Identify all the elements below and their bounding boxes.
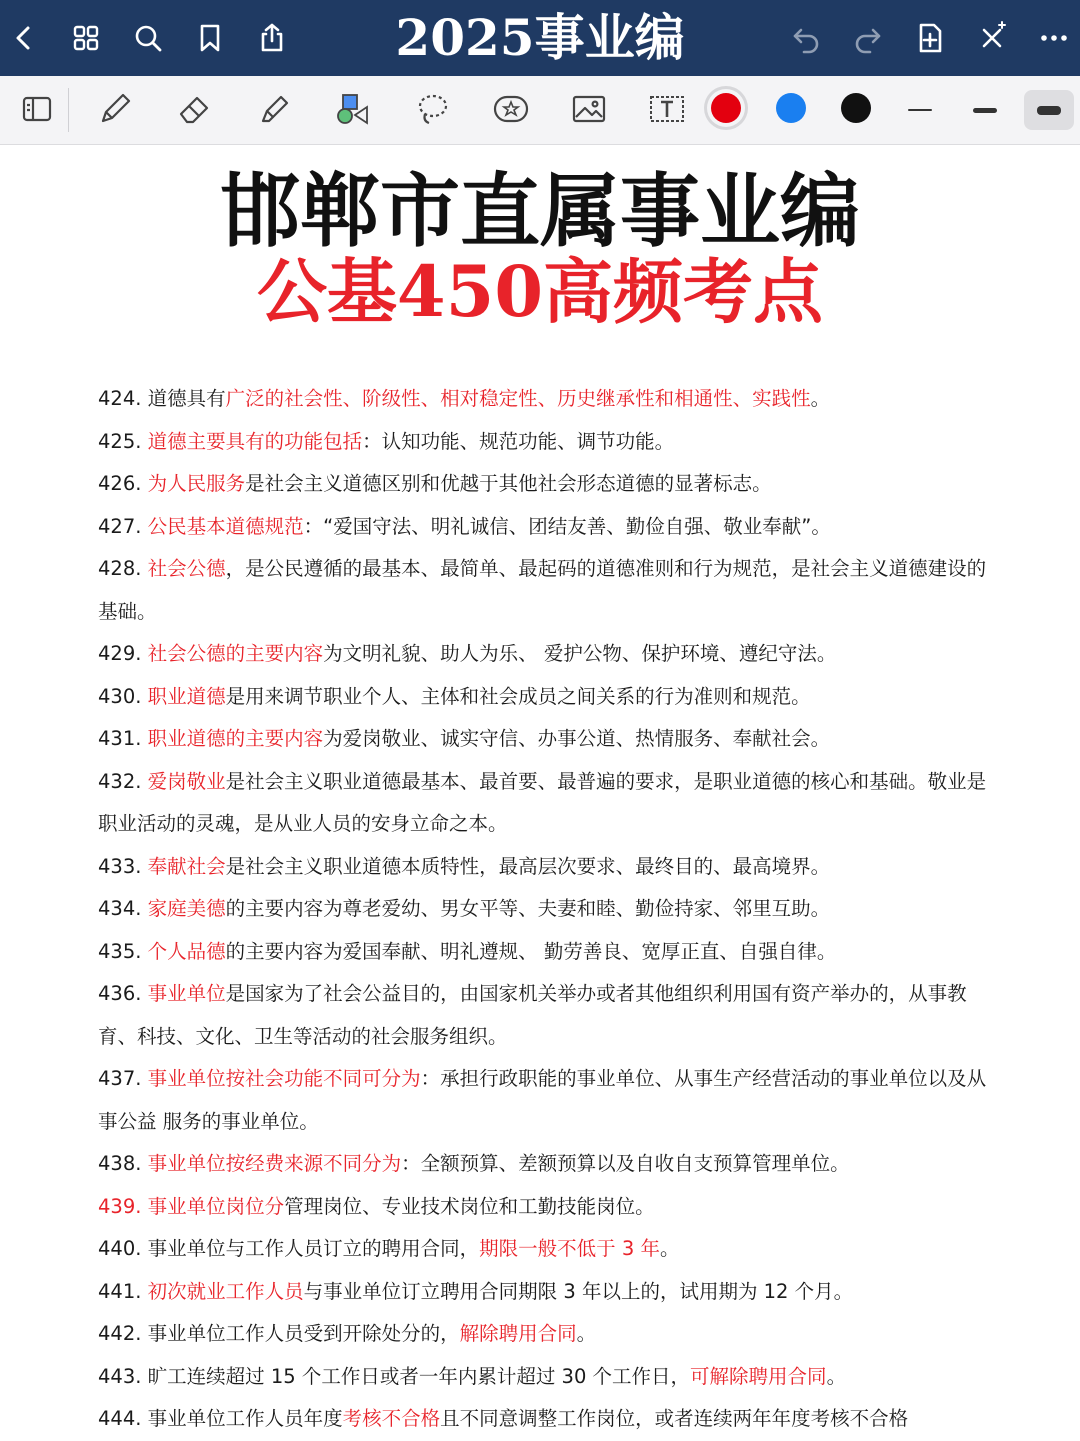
list-item bbox=[98, 1186, 988, 1229]
item-text: 441. bbox=[98, 1279, 148, 1303]
item-text: 且不同意调整工作岗位，或者连续两年年度考核不合格 bbox=[440, 1407, 909, 1430]
item-text: 428. bbox=[98, 557, 148, 580]
item-text: 424. bbox=[98, 387, 148, 410]
item-text: 444. bbox=[98, 1407, 148, 1430]
highlighted-text: 广泛的社会性、阶级性、相对稳定性、历史继承性和相通性、实践性 bbox=[225, 387, 811, 410]
highlighted-text: 439. 事业单位岗位分 bbox=[98, 1194, 285, 1218]
page-title: 邯郸市直属事业编 bbox=[220, 165, 860, 258]
item-text: 。 bbox=[576, 1322, 597, 1345]
item-text: 434. bbox=[98, 897, 148, 920]
pen-icon[interactable] bbox=[88, 84, 142, 134]
item-text: 为爱岗敬业、诚实守信、办事公道、热情服务、奉献社会。 bbox=[323, 727, 831, 750]
item-text: 。 bbox=[810, 387, 831, 410]
image-icon[interactable] bbox=[562, 84, 616, 134]
item-text: 429. bbox=[98, 642, 148, 665]
black-color-swatch[interactable] bbox=[841, 93, 871, 123]
list-item bbox=[98, 378, 988, 421]
item-text: 旷工连续超过 15 个工作日或者一年内累计超过 30 个工作日， bbox=[147, 1364, 691, 1388]
list-item bbox=[98, 1356, 988, 1399]
item-text: 432. bbox=[98, 769, 148, 793]
list-item bbox=[98, 1228, 988, 1271]
lasso-icon[interactable] bbox=[406, 84, 460, 134]
item-text: 433. bbox=[98, 854, 148, 878]
highlighted-text: 为人民服务 bbox=[147, 472, 246, 495]
highlighted-text: 事业单位 bbox=[147, 982, 226, 1005]
list-item bbox=[98, 463, 988, 506]
item-text: ：全额预算、差额预算以及自收自支预算管理单位。 bbox=[401, 1152, 850, 1175]
close-icon[interactable] bbox=[968, 14, 1016, 62]
list-item bbox=[98, 1271, 988, 1314]
item-text: ，是公民遵循的最基本、最简单、最起码的道德准则和行为规范，是社会主义道德建设的基础。 bbox=[98, 557, 987, 623]
item-text: 是社会主义职业道德最基本、最首要、最普遍的要求，是职业道德的核心和基础。敬业是职业活动的灵魂，是从业人员的安身立命之本。 bbox=[98, 769, 987, 835]
eraser-icon[interactable] bbox=[168, 84, 222, 134]
highlighted-text: 事业单位按社会功能不同可分为 bbox=[147, 1067, 421, 1090]
item-text: 425. bbox=[98, 429, 148, 453]
stroke-thick-option[interactable] bbox=[1024, 90, 1074, 130]
list-item bbox=[98, 548, 988, 633]
list-item bbox=[98, 421, 988, 464]
list-item bbox=[98, 846, 988, 889]
highlighted-text: 奉献社会 bbox=[147, 854, 226, 878]
highlighter-icon[interactable] bbox=[248, 84, 302, 134]
item-text: 442. bbox=[98, 1322, 148, 1345]
item-text: 435. bbox=[98, 939, 148, 963]
list-item bbox=[98, 1398, 988, 1441]
item-text: 427. bbox=[98, 514, 148, 538]
red-color-swatch[interactable] bbox=[711, 93, 741, 123]
item-text: 437. bbox=[98, 1067, 148, 1090]
highlighted-text: 个人品德 bbox=[147, 939, 226, 963]
document-title: 2025事业编 bbox=[395, 8, 685, 67]
highlighted-text: 期限一般不低于 3 年 bbox=[479, 1237, 660, 1260]
highlighted-text: 社会公德的主要内容 bbox=[147, 642, 324, 665]
toolbar-divider bbox=[68, 88, 69, 132]
highlighted-text: 职业道德的主要内容 bbox=[147, 727, 324, 750]
grid-icon[interactable] bbox=[62, 14, 110, 62]
page-subtitle: 公基450高频考点 bbox=[256, 250, 824, 333]
sidebar-toggle-icon[interactable] bbox=[10, 84, 64, 134]
item-text: 事业单位工作人员年度 bbox=[147, 1407, 343, 1430]
highlighted-text: 道德主要具有的功能包括 bbox=[147, 429, 363, 453]
item-text: 的主要内容为爱国奉献、明礼遵规、 勤劳善良、宽厚正直、自强自律。 bbox=[225, 939, 837, 963]
highlighted-text: 考核不合格 bbox=[342, 1407, 441, 1430]
list-item bbox=[98, 633, 988, 676]
list-item bbox=[98, 676, 988, 719]
highlighted-text: 职业道德 bbox=[147, 684, 226, 708]
annotation-toolbar bbox=[0, 76, 1080, 145]
item-text: 事业单位工作人员受到开除处分的， bbox=[147, 1322, 460, 1345]
item-text: 事业单位与工作人员订立的聘用合同， bbox=[147, 1237, 480, 1260]
item-text: 。 bbox=[826, 1364, 847, 1388]
highlighted-text: 公民基本道德规范 bbox=[147, 514, 304, 538]
item-text: 438. bbox=[98, 1152, 148, 1175]
blue-color-swatch[interactable] bbox=[776, 93, 806, 123]
item-text: 管理岗位、专业技术岗位和工勤技能岗位。 bbox=[284, 1194, 655, 1218]
list-item bbox=[98, 1313, 988, 1356]
shapes-icon[interactable] bbox=[326, 84, 380, 134]
list-item bbox=[98, 1143, 988, 1186]
item-text: ：“爱国守法、明礼诚信、团结友善、勤俭自强、敬业奉献”。 bbox=[303, 514, 831, 538]
bookmark-icon[interactable] bbox=[186, 14, 234, 62]
back-icon[interactable] bbox=[0, 14, 48, 62]
text-box-icon[interactable] bbox=[640, 84, 694, 134]
item-text: 440. bbox=[98, 1237, 148, 1260]
item-text: 与事业单位订立聘用合同期限 3 年以上的，试用期为 12 个月。 bbox=[303, 1279, 854, 1303]
item-text: 436. bbox=[98, 982, 148, 1005]
add-page-icon[interactable] bbox=[906, 14, 954, 62]
item-text: 443. bbox=[98, 1364, 148, 1388]
item-text: 是国家为了社会公益目的，由国家机关举办或者其他组织利用国有资产举办的，从事教育、科技、文化、卫生等活动的社会服务组织。 bbox=[98, 982, 967, 1048]
list-item bbox=[98, 931, 988, 974]
undo-icon[interactable] bbox=[782, 14, 830, 62]
item-text: 道德具有 bbox=[147, 387, 226, 410]
item-text: 430. bbox=[98, 684, 148, 708]
highlighted-text: 解除聘用合同 bbox=[459, 1322, 577, 1345]
item-text: 是社会主义道德区别和优越于其他社会形态道德的显著标志。 bbox=[245, 472, 772, 495]
highlighted-text: 可解除聘用合同 bbox=[690, 1364, 827, 1388]
more-icon[interactable] bbox=[1030, 14, 1078, 62]
list-item bbox=[98, 888, 988, 931]
item-text: 为文明礼貌、助人为乐、 爱护公物、保护环境、遵纪守法。 bbox=[323, 642, 837, 665]
list-item bbox=[98, 973, 988, 1058]
item-text: ：认知功能、规范功能、调节功能。 bbox=[362, 429, 675, 453]
top-nav-bar bbox=[0, 0, 1080, 76]
item-text: 431. bbox=[98, 727, 148, 750]
list-item bbox=[98, 1058, 988, 1143]
highlighted-text: 事业单位按经费来源不同分为 bbox=[147, 1152, 402, 1175]
highlighted-text: 爱岗敬业 bbox=[147, 769, 226, 793]
item-text: ：承担行政职能的事业单位、从事生产经营活动的事业单位以及从事公益 服务的事业单位。 bbox=[98, 1067, 987, 1133]
item-text: 426. bbox=[98, 472, 148, 495]
search-icon[interactable] bbox=[124, 14, 172, 62]
item-text: 是社会主义职业道德本质特性，最高层次要求、最终目的、最高境界。 bbox=[225, 854, 831, 878]
item-text: 是用来调节职业个人、主体和社会成员之间关系的行为准则和规范。 bbox=[225, 684, 811, 708]
stroke-medium-option[interactable] bbox=[960, 90, 1010, 130]
highlighted-text: 社会公德 bbox=[147, 557, 226, 580]
list-item bbox=[98, 718, 988, 761]
item-text: 的主要内容为尊老爱幼、男女平等、夫妻和睦、勤俭持家、邻里互助。 bbox=[225, 897, 831, 920]
list-item bbox=[98, 506, 988, 549]
key-points-list bbox=[98, 378, 988, 1441]
highlighted-text: 家庭美德 bbox=[147, 897, 226, 920]
sticker-icon[interactable] bbox=[484, 84, 538, 134]
list-item bbox=[98, 761, 988, 846]
stroke-thin-option[interactable] bbox=[895, 90, 945, 130]
highlighted-text: 初次就业工作人员 bbox=[147, 1279, 304, 1303]
item-text: 。 bbox=[659, 1237, 680, 1260]
redo-icon[interactable] bbox=[844, 14, 892, 62]
